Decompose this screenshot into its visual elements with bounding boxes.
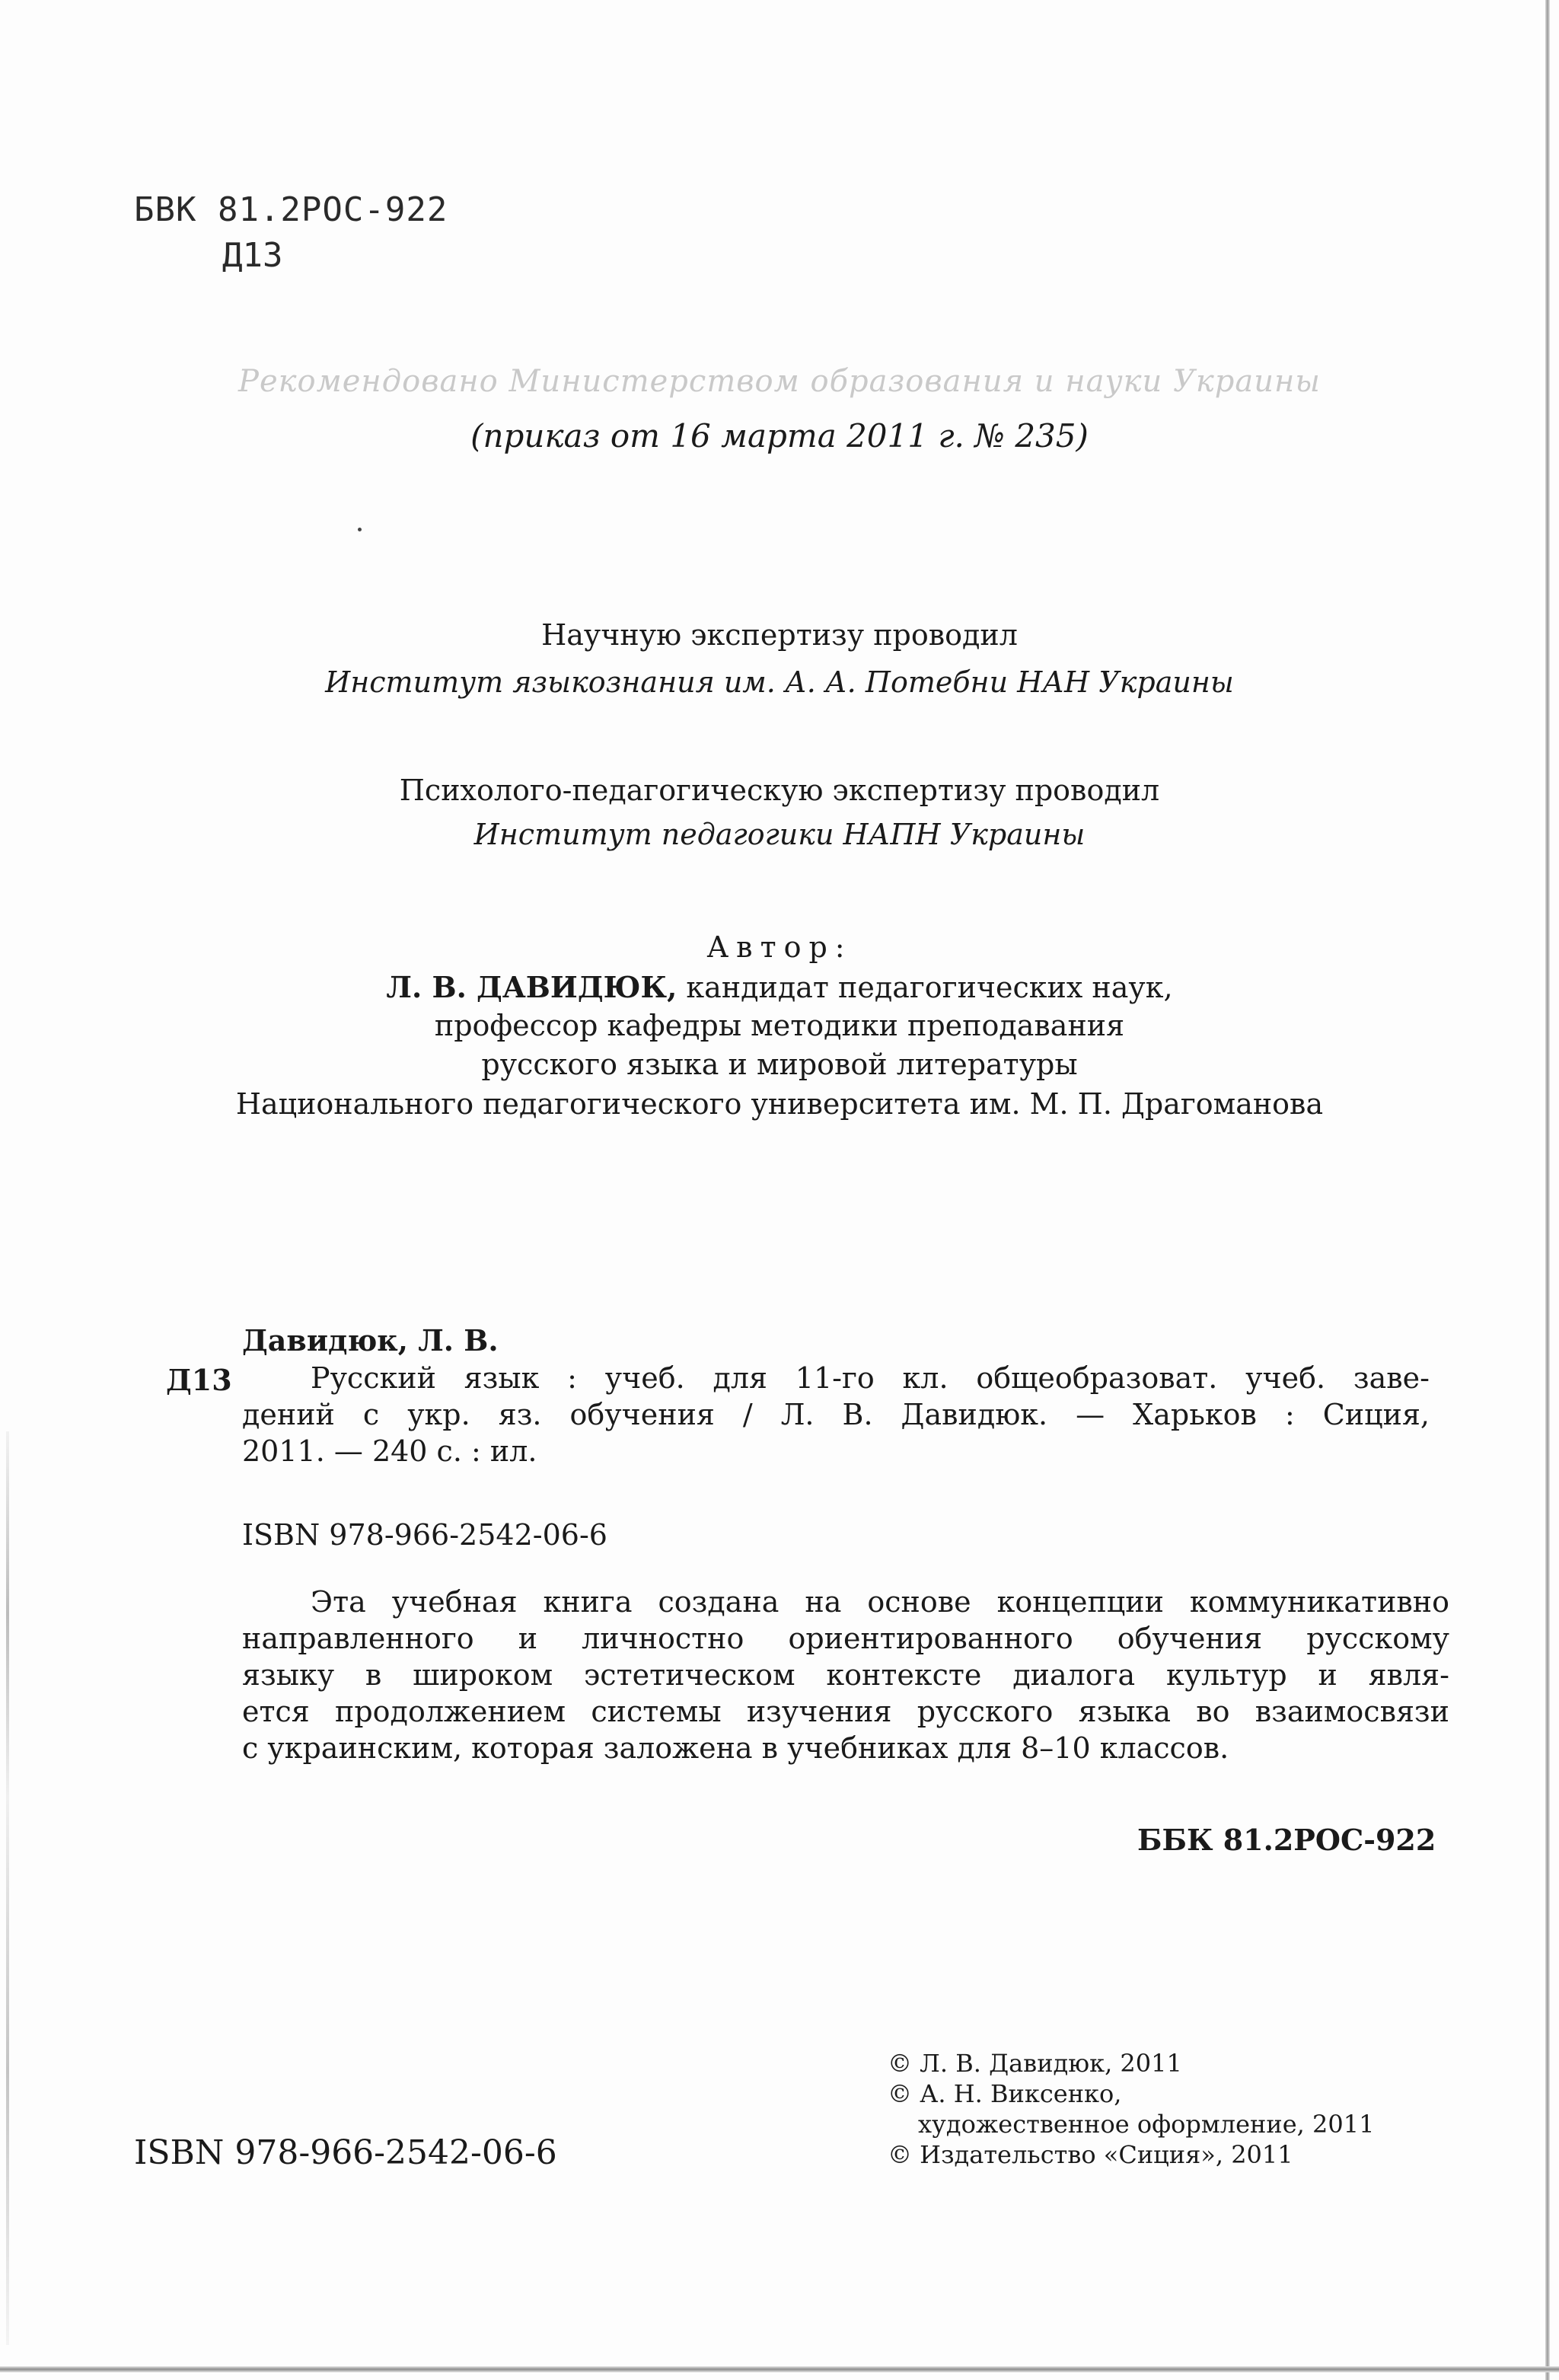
copyright-line: © Л. В. Давидюк, 2011 — [888, 2049, 1182, 2078]
recommendation-text: Рекомендовано Министерством образования и науки Украины — [238, 364, 1321, 399]
footer-isbn: ISBN 978-966-2542-06-6 — [134, 2133, 557, 2172]
author-line-4: Национального педагогического университета им. М. П. Драгоманова — [235, 1087, 1324, 1121]
annotation-line: с украинским, которая заложена в учебниках для 8–10 классов. — [242, 1731, 1229, 1765]
author-heading: Автор: — [706, 930, 853, 964]
catalog-bbk: ББК 81.2РОС-922 — [1137, 1823, 1436, 1857]
annotation-line: направленного и личностно ориентированного обучения русскому — [242, 1622, 1449, 1655]
annotation — [242, 1584, 1449, 1766]
author-degree: кандидат педагогических наук, — [677, 971, 1173, 1004]
author-line-3: русского языка и мировой литературы — [481, 1048, 1078, 1081]
annotation-line: Эта учебная книга создана на основе концепции коммуникативно — [311, 1585, 1449, 1619]
order-reference: (приказ от 16 марта 2011 г. № 235) — [470, 417, 1089, 455]
catalog-description — [242, 1360, 1430, 1469]
copyright-line: © А. Н. Виксенко, — [888, 2079, 1122, 2108]
copyright-line: художественное оформление, 2011 — [918, 2110, 1375, 2139]
psych-expertise-label: Психолого-педагогическую экспертизу проводил — [399, 774, 1160, 807]
catalog-description-line: 2011. — 240 с. : ил. — [242, 1434, 537, 1468]
author-line-1 — [0, 970, 1559, 1004]
speck — [358, 528, 362, 531]
scientific-expertise-label: Научную экспертизу проводил — [541, 618, 1018, 652]
catalog-description-line: дений с укр. яз. обучения / Л. В. Давидюк. — Харьков : Сиция, — [242, 1398, 1430, 1431]
author-line-2: профессор кафедры методики преподавания — [434, 1009, 1125, 1042]
scan-edge-left — [6, 1431, 9, 2345]
copyright-block — [888, 2048, 1374, 2170]
scan-edge-bottom — [0, 2366, 1559, 2372]
psych-expertise-institution: Институт педагогики НАПН Украины — [473, 818, 1086, 851]
catalog-author: Давидюк, Л. В. — [242, 1323, 499, 1357]
copyright-line: © Издательство «Сиция», 2011 — [888, 2140, 1293, 2169]
annotation-line: языку в широком эстетическом контексте диалога культур и явля- — [242, 1658, 1449, 1692]
catalog-isbn: ISBN 978-966-2542-06-6 — [242, 1518, 607, 1552]
author-name: Л. В. ДАВИДЮК, — [386, 970, 677, 1004]
scan-edge-right — [1545, 0, 1550, 2380]
annotation-line: ется продолжением системы изучения русского языка во взаимосвязи — [242, 1695, 1449, 1728]
bbk-code-top: БВК 81.2РОС-922 — [134, 190, 448, 229]
author-mark-top: Д13 — [222, 236, 283, 275]
catalog-description-line: Русский язык : учеб. для 11-го кл. общеобразоват. учеб. заве- — [311, 1361, 1430, 1395]
scientific-expertise-institution: Институт языкознания им. А. А. Потебни НАН Украины — [325, 665, 1234, 699]
catalog-code: Д13 — [166, 1363, 232, 1397]
